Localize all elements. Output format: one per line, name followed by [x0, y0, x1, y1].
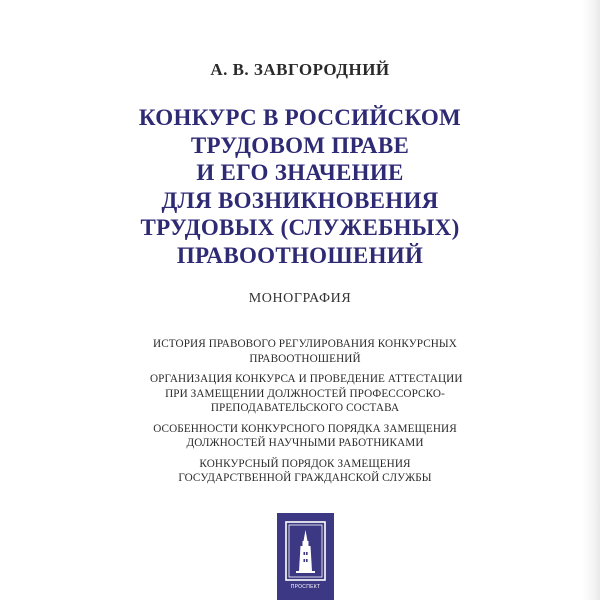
contents-line: ГОСУДАРСТВЕННОЙ ГРАЖДАНСКОЙ СЛУЖБЫ — [178, 472, 432, 484]
contents-item — [150, 457, 460, 486]
contents-line: КОНКУРСНЫЙ ПОРЯДОК ЗАМЕЩЕНИЯ — [199, 457, 411, 470]
contents-line: ПРАВООТНОШЕНИЙ — [249, 352, 361, 365]
publisher-name: ПРОСПЕКТ — [290, 584, 321, 590]
contents-line: ДОЛЖНОСТЕЙ НАУЧНЫМИ РАБОТНИКАМИ — [186, 437, 424, 449]
title-line: ТРУДОВЫХ (СЛУЖЕБНЫХ) — [140, 215, 460, 240]
contents-line: ОСОБЕННОСТИ КОНКУРСНОГО ПОРЯДКА ЗАМЕЩЕНИЯ — [153, 422, 457, 435]
publisher-logo — [277, 513, 334, 600]
contents-line: ПРЕПОДАВАТЕЛЬСКОГО СОСТАВА — [210, 402, 400, 414]
contents-item — [150, 372, 463, 416]
contents-line: ПРИ ЗАМЕЩЕНИИ ДОЛЖНОСТЕЙ ПРОФЕССОРСКО- — [165, 387, 445, 400]
book-title — [60, 104, 540, 269]
title-line: ДЛЯ ВОЗНИКНОВЕНИЯ — [161, 187, 439, 213]
contents-line: ИСТОРИЯ ПРАВОВОГО РЕГУЛИРОВАНИЯ КОНКУРСНЫХ — [153, 338, 457, 350]
title-line: И ЕГО ЗНАЧЕНИЕ — [196, 160, 404, 185]
contents-list — [150, 337, 463, 492]
genre-label: МОНОГРАФИЯ — [248, 291, 352, 306]
tower-emblem-icon — [285, 521, 326, 581]
title-line: КОНКУРС В РОССИЙСКОМ — [138, 105, 462, 130]
title-line: ПРАВООТНОШЕНИЙ — [176, 242, 424, 268]
contents-line: ОРГАНИЗАЦИЯ КОНКУРСА И ПРОВЕДЕНИЕ АТТЕСТАЦИИ — [150, 373, 463, 385]
author-name: А. В. ЗАВГОРОДНИЙ — [210, 60, 390, 79]
contents-item — [150, 337, 460, 366]
title-line: ТРУДОВОМ ПРАВЕ — [190, 132, 410, 158]
contents-item — [150, 422, 460, 451]
